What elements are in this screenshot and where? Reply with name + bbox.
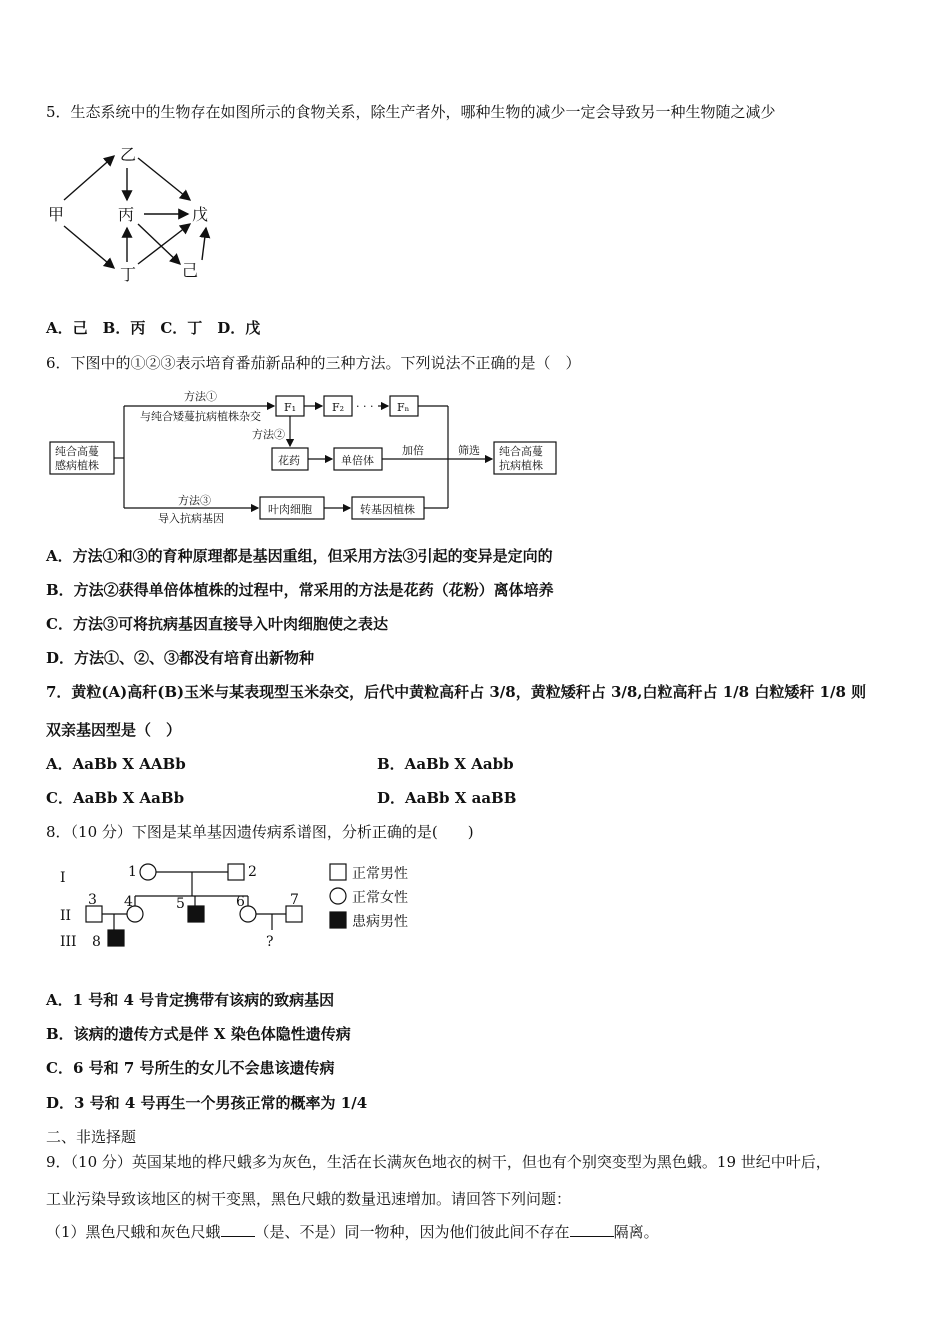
legend-male-symbol bbox=[330, 864, 346, 880]
gen-3-label: III bbox=[60, 934, 77, 950]
q9-part1-a: （1）黑色尺蛾和灰色尺蛾 bbox=[46, 1223, 221, 1241]
haploid-label: 单倍体 bbox=[341, 454, 374, 467]
legend-affected-label: 患病男性 bbox=[352, 914, 408, 930]
method1-desc: 与纯合矮蔓抗病植株杂交 bbox=[140, 410, 261, 423]
node-ji: 己 bbox=[182, 261, 199, 280]
person-7 bbox=[286, 906, 302, 922]
f1-label: F₁ bbox=[284, 401, 297, 414]
q6-option-d: D．方法①、②、③都没有培育出新物种 bbox=[46, 649, 315, 667]
node-bing: 丙 bbox=[118, 205, 135, 224]
end-line2: 抗病植株 bbox=[499, 459, 543, 472]
num-3: 3 bbox=[88, 892, 97, 908]
q9-part1-c: 隔离。 bbox=[613, 1223, 659, 1241]
transgenic-label: 转基因植株 bbox=[360, 503, 415, 516]
node-jia: 甲 bbox=[48, 205, 65, 224]
node-ding: 丁 bbox=[120, 265, 137, 284]
method2-label: 方法② bbox=[252, 428, 285, 441]
node-wu: 戊 bbox=[192, 205, 209, 224]
arrow-bing-ji bbox=[138, 224, 180, 264]
arrow-yi-wu bbox=[138, 158, 190, 200]
arrow-ji-wu bbox=[202, 228, 206, 260]
method3-desc: 导入抗病基因 bbox=[158, 512, 224, 525]
arrow-ding-wu bbox=[138, 224, 190, 264]
legend-female-label: 正常女性 bbox=[352, 890, 408, 906]
num-2: 2 bbox=[248, 864, 257, 880]
f2-label: F₂ bbox=[332, 401, 345, 414]
start-line2: 感病植株 bbox=[55, 459, 99, 472]
num-8: 8 bbox=[92, 934, 101, 950]
num-7: 7 bbox=[290, 892, 299, 908]
q9-line1: 9．（10 分）英国某地的桦尺蛾多为灰色，生活在长满灰色地衣的树干，但也有个别突变型为黑色蛾。19 世纪中叶后， bbox=[46, 1153, 831, 1171]
arrow-jia-yi bbox=[64, 156, 114, 200]
arrow-jia-ding bbox=[64, 226, 114, 268]
breeding-methods-diagram bbox=[44, 384, 564, 530]
q6-option-a: A．方法①和③的育种原理都是基因重组，但采用方法③引起的变异是定向的 bbox=[46, 547, 553, 565]
screen-label: 筛选 bbox=[458, 444, 480, 457]
q9-line2: 工业污染导致该地区的树干变黑，黑色尺蛾的数量迅速增加。请回答下列问题： bbox=[46, 1190, 572, 1208]
q8-stem: 8．（10 分）下图是某单基因遗传病系谱图，分析正确的是( ) bbox=[46, 823, 474, 841]
node-yi: 乙 bbox=[120, 145, 137, 164]
q6-option-c: C．方法③可将抗病基因直接导入叶肉细胞使之表达 bbox=[46, 615, 388, 633]
person-1 bbox=[140, 864, 156, 880]
q8-option-a: A．1 号和 4 号肯定携带有该病的致病基因 bbox=[46, 991, 335, 1009]
num-6: 6 bbox=[236, 894, 245, 910]
legend-male-label: 正常男性 bbox=[352, 866, 408, 882]
q9-subquestion-1 bbox=[46, 1222, 659, 1242]
person-3 bbox=[86, 906, 102, 922]
start-line1: 纯合高蔓 bbox=[55, 445, 99, 458]
q8-option-b: B．该病的遗传方式是伴 X 染色体隐性遗传病 bbox=[46, 1025, 351, 1043]
q8-option-d: D．3 号和 4 号再生一个男孩正常的概率为 1/4 bbox=[46, 1094, 368, 1112]
q5-options: A．己 B．丙 C．丁 D．戊 bbox=[46, 319, 261, 337]
method1-label: 方法① bbox=[184, 390, 217, 403]
q7-option-c: C．AaBb X AaBb bbox=[46, 789, 185, 807]
food-web-diagram bbox=[40, 138, 230, 288]
section-title: 二、非选择题 bbox=[46, 1128, 137, 1146]
q7-option-a: A．AaBb X AABb bbox=[46, 755, 186, 773]
q6-stem: 6．下图中的①②③表示培育番茄新品种的三种方法。下列说法不正确的是（ ） bbox=[46, 354, 581, 372]
leaf-label: 叶肉细胞 bbox=[268, 503, 312, 516]
legend-affected-symbol bbox=[330, 912, 346, 928]
method3-label: 方法③ bbox=[178, 494, 211, 507]
legend-female-symbol bbox=[330, 888, 346, 904]
person-8 bbox=[108, 930, 124, 946]
num-1: 1 bbox=[128, 864, 137, 880]
q7-option-d: D．AaBb X aaBB bbox=[377, 789, 517, 807]
end-line1: 纯合高蔓 bbox=[499, 445, 543, 458]
num-4: 4 bbox=[124, 894, 133, 910]
pedigree-chart bbox=[52, 856, 442, 956]
double-label: 加倍 bbox=[402, 444, 424, 457]
person-5 bbox=[188, 906, 204, 922]
fn-label: Fₙ bbox=[397, 401, 410, 414]
q7-stem-line2: 双亲基因型是（ ） bbox=[46, 721, 182, 739]
q5-stem: 5．生态系统中的生物存在如图所示的食物关系，除生产者外，哪种生物的减少一定会导致另一种生物随之减少 bbox=[46, 103, 776, 121]
person-2 bbox=[228, 864, 244, 880]
q6-option-b: B．方法②获得单倍体植株的过程中，常采用的方法是花药（花粉）离体培养 bbox=[46, 581, 554, 599]
answer-blank-2[interactable] bbox=[570, 1222, 614, 1237]
pollen-label: 花药 bbox=[278, 454, 300, 467]
q7-stem-line1: 7．黄粒(A)高秆(B)玉米与某表现型玉米杂交，后代中黄粒高秆占 3/8，黄粒矮秆占 3/8,白粒高秆占 1/8 白粒矮秆 1/8 则 bbox=[46, 683, 867, 701]
q7-option-b: B．AaBb X Aabb bbox=[377, 755, 514, 773]
unknown-child: ? bbox=[266, 934, 274, 950]
q9-part1-b: （是、不是）同一物种，因为他们彼此间不存在 bbox=[254, 1223, 570, 1241]
answer-blank-1[interactable] bbox=[221, 1222, 255, 1237]
dots-label: · · · bbox=[356, 400, 374, 413]
q8-option-c: C．6 号和 7 号所生的女儿不会患该遗传病 bbox=[46, 1059, 335, 1077]
gen-1-label: I bbox=[60, 870, 66, 886]
gen-2-label: II bbox=[60, 908, 72, 924]
num-5: 5 bbox=[176, 896, 185, 912]
